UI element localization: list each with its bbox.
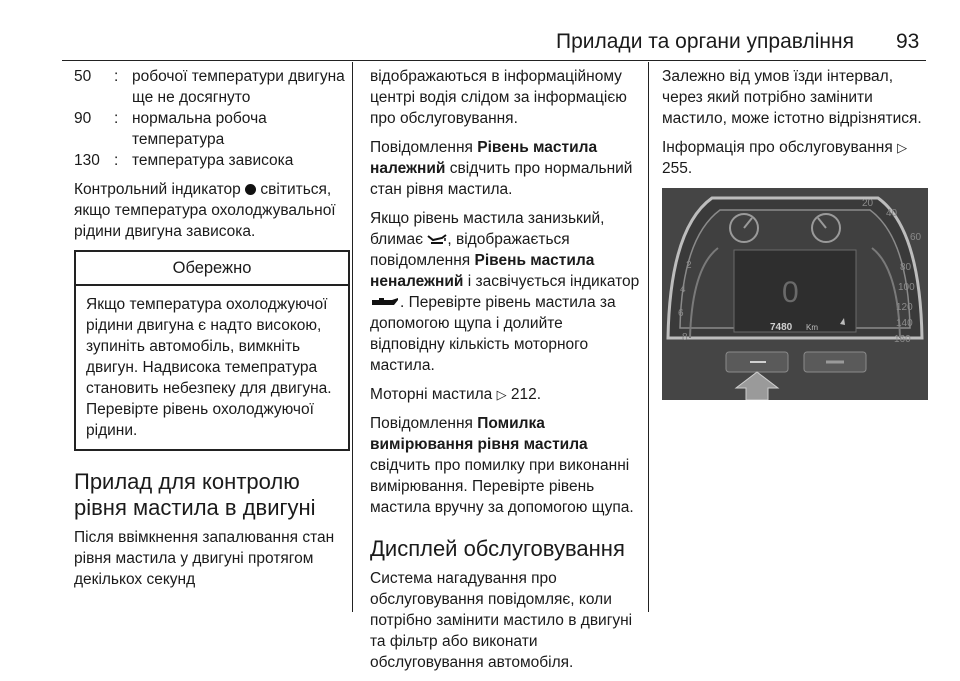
text: Повідомлення (370, 139, 473, 156)
temp-value: 50 (74, 68, 92, 85)
page-reference-icon: ▷ (897, 140, 908, 155)
paragraph (662, 137, 930, 179)
warning-box (74, 250, 350, 451)
tick-label: 6 (678, 308, 684, 319)
page-reference[interactable]: 212. (510, 386, 542, 403)
header-title: Прилади та органи управління (556, 30, 854, 53)
oil-level-icon (427, 233, 447, 245)
instrument-cluster-illustration (662, 188, 928, 400)
speed-digit: 0 (782, 276, 799, 309)
header-rule (62, 60, 926, 61)
column-divider (648, 62, 649, 612)
paragraph (370, 384, 640, 405)
temp-description: температура зависока (132, 152, 294, 169)
temp-value: 130 (74, 152, 100, 169)
indicator-text: Контрольний індикатор (74, 181, 241, 198)
text: свідчить про нормальний стан рівня мастила. (370, 160, 633, 198)
tick-label: 8 (682, 332, 688, 343)
tick-label: 100 (898, 282, 915, 293)
column-divider (352, 62, 353, 612)
page-reference-icon: ▷ (496, 387, 507, 402)
column-2 (370, 66, 640, 681)
column-1 (74, 66, 348, 598)
separator: : (114, 68, 119, 85)
tick-label: 160 (894, 334, 911, 345)
page-number: 93 (896, 30, 920, 53)
temp-value: 90 (74, 110, 92, 127)
table-row (74, 108, 348, 150)
table-row (74, 150, 348, 171)
column-3 (662, 66, 930, 187)
separator: : (114, 152, 119, 169)
tick-label: 120 (896, 302, 913, 313)
tick-label: 20 (862, 198, 874, 209)
page-reference[interactable]: 255. (662, 160, 693, 177)
table-row (74, 66, 348, 108)
tick-label: 140 (896, 318, 913, 329)
tick-label: 80 (900, 262, 912, 273)
section-text: Система нагадування про обслуговування повідомляє, коли потрібно замінити мастило в двигуні та фільтр або виконати обслуговування автомобіля. (370, 570, 633, 671)
separator: : (114, 110, 119, 127)
bold-message: Рівень мастила неналежний (370, 252, 595, 290)
paragraph (370, 413, 640, 518)
bold-message: Помилка вимірювання рівня мастила (370, 415, 588, 453)
section-heading-service-display: Дисплей обслуговування (370, 536, 625, 561)
text: свідчить про помилку при виконанні вимірювання. Перевірте рівень мастила вручну за допомогою щупа. (370, 457, 634, 516)
odometer-value: 7480 (770, 322, 793, 333)
tick-label: 4 (680, 284, 686, 295)
indicator-paragraph (74, 179, 348, 242)
odometer-unit: Km (806, 323, 818, 332)
cluster-drawing (662, 188, 928, 400)
bold-message: Рівень мастила належний (370, 139, 598, 177)
warning-body: Якщо температура охолоджуючої рідини двигуна є надто високою, зупиніть автомобіль, вимкніть двигун. Надвисока темепратура становить небезпеку для двигуна. Перевірте рівень охолоджуючої рідини. (86, 296, 332, 439)
paragraph (370, 208, 640, 376)
tick-label: 40 (886, 208, 898, 219)
temperature-indicator-icon (245, 184, 256, 195)
text: Якщо рівень мастила занизький, блимає (370, 210, 605, 248)
text: Інформація про обслуговування (662, 139, 893, 156)
paragraph (370, 137, 640, 200)
tick-label: 2 (686, 260, 692, 271)
text: . Перевірте рівень мастила за допомогою щупа і долийте відповідну кількість моторного мастила. (370, 294, 616, 374)
oil-can-icon (370, 296, 400, 308)
text: Повідомлення (370, 415, 473, 432)
indicator-text-2: світиться, якщо температура охолоджувальної рідини двигуна зависока. (74, 181, 336, 240)
tick-label: 60 (910, 232, 922, 243)
section-text: Після ввімкнення запалювання стан рівня мастила у двигуні протягом декількох секунд (74, 529, 335, 588)
temp-description: робочої температури двигуна ще не досягнуто (132, 68, 345, 106)
paragraph: відображаються в інформаційному центрі водія слідом за інформацією про обслуговування. (370, 68, 627, 127)
temperature-table (74, 66, 348, 171)
paragraph: Залежно від умов їзди інтервал, через який потрібно замінити мастило, може істотно відрізнятися. (662, 68, 922, 127)
text: Моторні мастила (370, 386, 493, 403)
temp-description: нормальна робоча температура (132, 110, 267, 148)
section-heading-oil-level: Прилад для контролю рівня мастила в двигуні (74, 469, 316, 520)
text: , відображається повідомлення (370, 231, 570, 269)
text: і засвічується індикатор (467, 273, 640, 290)
warning-title: Обережно (76, 252, 348, 286)
